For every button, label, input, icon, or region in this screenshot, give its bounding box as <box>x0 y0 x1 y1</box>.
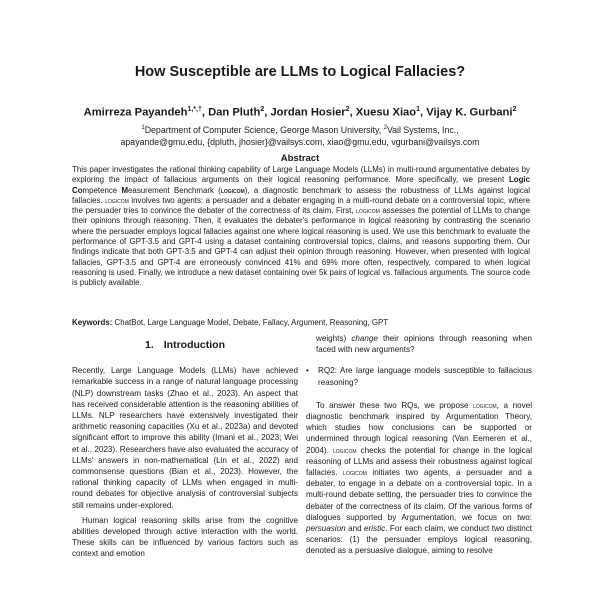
abstract-bold: M <box>121 185 129 195</box>
author-name: Jordan Hosier <box>270 106 346 119</box>
affiliations <box>0 122 600 148</box>
author-marks: 2 <box>260 106 265 113</box>
right-column <box>306 333 532 557</box>
bullet-icon: • <box>306 366 309 376</box>
author-separator: , <box>420 106 427 119</box>
keywords-label: Keywords: <box>72 318 113 327</box>
benchmark-name: logicom <box>332 445 357 455</box>
affil-mark: 2 <box>383 125 387 131</box>
abstract-text: assesses the potential of LLMs to change their opinions through reasoning. Then, it evaluates the debater's performance in logical reasoning by contrasting the scenario where the persuader employs logical fallacies against one where logical reasoning is used. We use this benchmark to evaluate the performance of GPT-3.5 and GPT-4 using a dataset containing controversial topics, claims, and reasons supporting them. Our findings indicate that both GPT-3.5 and GPT-4 can adjust their opinion through reasoning. However, when presented with logical fallacies, GPT-3.5 and GPT-4 are erroneously convinced 41% and 69% more often, respectively, compared to when logical reasoning is used. Finally, we introduce a new dataset containing over 5k pairs of logical vs. fallacious arguments. The source code is publicly available. <box>72 206 530 288</box>
keywords <box>72 318 530 327</box>
abstract-text: ), a diagnostic benchmark to assess the robustness of LLMs against logical fallacies. <box>72 185 530 205</box>
left-column <box>72 336 298 560</box>
intro-paragraph-2: Human logical reasoning skills arise from the cognitive abilities developed through active interaction with the world. These skills can be influenced by various factors such as context and emotion <box>72 515 298 559</box>
rq2-item <box>306 365 532 387</box>
benchmark-name: logicom <box>473 400 497 410</box>
abstract-text: mpetence <box>82 185 122 195</box>
author-name: Xuesu Xiao <box>355 106 417 119</box>
author-emails: apayande@gmu.edu, {dpluth, jhosier}@vailsys.com, xiao@gmu.edu, vgurbani@vailsys.com <box>120 136 480 147</box>
abstract-bold: Logic <box>508 175 530 185</box>
section-title: Introduction <box>163 339 225 351</box>
author-marks: 1 <box>416 106 421 113</box>
para-text: checks the potential for change in the logical reasoning of LLMs and assess their robustness against logical fallacies. <box>306 445 532 478</box>
benchmark-name: logicom <box>356 206 380 216</box>
author-name: Dan Pluth <box>208 106 261 119</box>
intro-paragraph-1: Recently, Large Language Models (LLMs) have achieved remarkable success in a range of natural language processing (NLP) downstream tasks (Zhao et al., 2023). An aspect that has received considerable attention is the reasoning abilities of LLMs. NLP researchers have extensively investigated their arithmetic reasoning capacities (Xu et al., 2023a) and devoted significant effort to improve this ability (Imani et al., 2023; Wei et al., 2023). Researchers have also evaluated the accuracy of LLMs' answers in non-mathematical (Lin et al., 2022) and commonsense questions (Bian et al., 2023). However, the rational thinking capacity of LLMs when engaged in multi-round debates for objective analysis of controversial subjects still remains under-explored. <box>72 366 298 510</box>
benchmark-name: logicom <box>105 195 129 205</box>
abstract-text: This paper investigates the rational thinking capability of Large Language Models (LLMs) in multi-round argumentative debates by exploring the impact of fallacious arguments on their logical reasoning performance. More specifically, we present <box>72 165 530 185</box>
para-emphasis: eristic <box>364 524 386 534</box>
affil-text: Vail Systems, Inc., <box>386 124 459 135</box>
affil-text: Department of Computer Science, George Mason University, <box>144 124 384 135</box>
author-separator: , <box>349 106 356 119</box>
paper-title: How Susceptible are LLMs to Logical Fallacies? <box>134 64 466 80</box>
para-text: To answer these two RQs, we propose <box>316 400 474 410</box>
author-list <box>0 106 600 119</box>
author-separator: , <box>264 106 271 119</box>
section-number: 1. <box>144 339 154 351</box>
para-text: initiates two agents, a persuader and a debater, to engage in a debate on a controversial topic. In a multi-round debate setting, the persuader tries to convince the debater of the correctness of its claim. Of the various forms of dialogues supported by Argumentation, we focus on two: <box>306 468 533 522</box>
author-separator: , <box>201 106 209 119</box>
abstract-text: involves two agents: a persuader and a debater engaging in a multi-round debate on a controversial topic, where the persuader tries to convince the debater of the correctness of its claim. First, <box>72 195 530 216</box>
author-name: Vijay K. Gurbani <box>426 106 513 119</box>
intro-paragraph-3 <box>306 400 532 557</box>
abstract-heading: Abstract <box>280 153 320 164</box>
abstract-bold: Co <box>72 185 83 195</box>
author-marks: 1,*,† <box>187 106 202 113</box>
abstract-body <box>72 165 530 289</box>
benchmark-name: logicom <box>220 185 245 195</box>
rq2-text: RQ2: Are large language models susceptible to fallacious reasoning? <box>318 366 532 387</box>
section-heading <box>72 340 298 351</box>
author-marks: 2 <box>345 106 350 113</box>
benchmark-name: logicom <box>343 468 367 478</box>
affil-mark: 1 <box>141 125 145 131</box>
rq1-text: weights) <box>316 334 352 343</box>
affiliation-line <box>0 122 600 136</box>
keywords-text: ChatBot, Large Language Model, Debate, Fallacy, Argument, Reasoning, GPT <box>112 318 389 327</box>
author-name: Amirreza Payandeh <box>83 106 188 119</box>
para-text: and <box>345 524 365 534</box>
abstract-text: easurement Benchmark ( <box>128 185 221 195</box>
author-marks: 2 <box>512 106 517 113</box>
rq1-emphasis: change <box>351 334 378 343</box>
para-text: , a novel diagnostic benchmark inspired by Argumentation Theory, which studies how conclusions can be supported or undermined through logical reasoning (Van Eemeren et al., 2004). <box>306 400 532 455</box>
rq1-text: their opinions through reasoning when faced with new arguments? <box>316 334 532 355</box>
para-emphasis: persuasion <box>306 524 346 534</box>
para-text: . For each claim, we conduct two distinct scenarios: (1) the persuader employs logical reasoning, denoted as a persuasive dialogue, aiming to resolve <box>306 524 532 556</box>
rq1-continuation <box>306 333 532 355</box>
